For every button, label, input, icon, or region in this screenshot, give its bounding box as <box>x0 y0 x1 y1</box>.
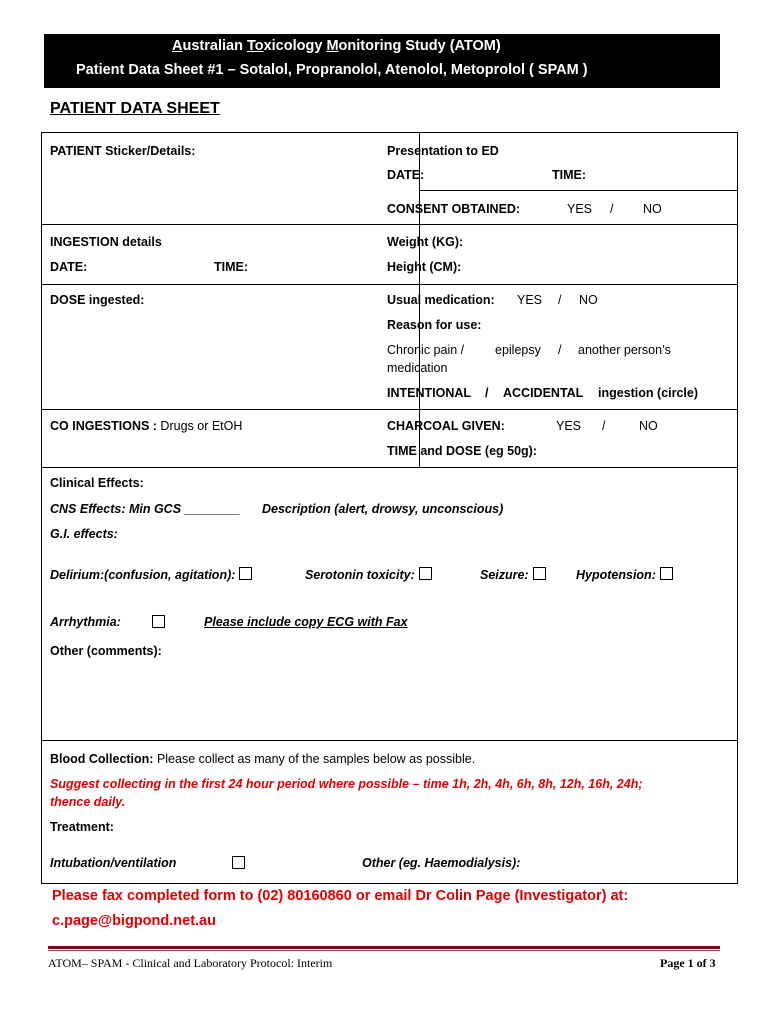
ingestion-date-label: DATE: <box>50 260 88 274</box>
presentation-time-label: TIME: <box>552 168 587 182</box>
blood-suggestion-line2: thence daily. <box>50 795 126 809</box>
intent-slash: / <box>485 386 489 400</box>
reason-slash: / <box>558 343 562 357</box>
arrhythmia-label: Arrhythmia: <box>50 615 121 629</box>
reason-another-person[interactable]: another person’s <box>578 343 671 357</box>
consent-slash: / <box>610 202 614 216</box>
consent-no[interactable]: NO <box>643 202 662 216</box>
reason-chronic-pain[interactable]: Chronic pain / <box>387 343 465 357</box>
cns-description-label: Description (alert, drowsy, unconscious) <box>262 502 504 516</box>
footer-rule <box>48 946 720 949</box>
weight-label: Weight (KG): <box>387 235 464 249</box>
time-dose-label: TIME and DOSE (eg 50g): <box>387 444 538 458</box>
charcoal-no[interactable]: NO <box>639 419 658 433</box>
seizure-checkbox[interactable] <box>533 567 546 580</box>
footer-page-number: Page 1 of 3 <box>660 956 716 970</box>
usual-medication-yes[interactable]: YES <box>517 293 543 307</box>
other-comments-label: Other (comments): <box>50 644 162 658</box>
serotonin-item: Serotonin toxicity: <box>305 568 432 582</box>
consent-label: CONSENT OBTAINED: <box>387 202 521 216</box>
other-treatment-label: Other (eg. Haemodialysis): <box>362 856 521 870</box>
hypotension-item: Hypotension: <box>576 568 673 582</box>
blood-collection-label: Blood Collection: Please collect as many of the samples below as possible. <box>50 752 476 766</box>
consent-yes[interactable]: YES <box>567 202 593 216</box>
banner-study-title: Australian Toxicology Monitoring Study (ATOM) <box>172 38 501 54</box>
ingestion-time-label: TIME: <box>214 260 249 274</box>
page-title: PATIENT DATA SHEET <box>50 100 220 117</box>
reason-label: Reason for use: <box>387 318 482 332</box>
presentation-date-label: DATE: <box>387 168 425 182</box>
row-divider <box>42 224 737 225</box>
co-ingestions-label: CO INGESTIONS : Drugs or EtOH <box>50 419 243 433</box>
intubation-checkbox[interactable] <box>232 856 245 869</box>
charcoal-slash: / <box>602 419 606 433</box>
usual-medication-label: Usual medication: <box>387 293 495 307</box>
charcoal-label: CHARCOAL GIVEN: <box>387 419 505 433</box>
arrhythmia-checkbox[interactable] <box>152 615 165 628</box>
banner-sheet-title: Patient Data Sheet #1 – Sotalol, Propranolol, Atenolol, Metoprolol ( SPAM ) <box>76 62 588 78</box>
row-divider <box>42 740 737 741</box>
row-divider <box>42 467 737 468</box>
ecg-instruction: Please include copy ECG with Fax <box>204 615 408 629</box>
accidental-option[interactable]: ACCIDENTAL <box>503 386 584 400</box>
header-banner <box>44 34 720 88</box>
presentation-label: Presentation to ED <box>387 144 499 158</box>
row-divider <box>419 190 737 191</box>
usual-medication-no[interactable]: NO <box>579 293 598 307</box>
patient-details-label: PATIENT Sticker/Details: <box>50 144 196 158</box>
dose-label: DOSE ingested: <box>50 293 145 307</box>
footer-rule-thin <box>48 950 720 951</box>
height-label: Height (CM): <box>387 260 462 274</box>
data-sheet-form <box>41 132 738 884</box>
delirium-item: Delirium:(confusion, agitation): <box>50 568 252 582</box>
intentional-option[interactable]: INTENTIONAL <box>387 386 472 400</box>
row-divider <box>42 409 737 410</box>
ingestion-label: INGESTION details <box>50 235 162 249</box>
blood-suggestion-line1: Suggest collecting in the first 24 hour period where possible – time 1h, 2h, 4h, 6h, 8h, 12h, 16h, 24h; <box>50 777 643 791</box>
contact-email[interactable]: c.page@bigpond.net.au <box>52 913 216 929</box>
hypotension-checkbox[interactable] <box>660 567 673 580</box>
intubation-label: Intubation/ventilation <box>50 856 177 870</box>
clinical-effects-title: Clinical Effects: <box>50 476 144 490</box>
reason-epilepsy[interactable]: epilepsy <box>495 343 541 357</box>
delirium-checkbox[interactable] <box>239 567 252 580</box>
serotonin-checkbox[interactable] <box>419 567 432 580</box>
charcoal-yes[interactable]: YES <box>556 419 582 433</box>
gi-effects-label: G.I. effects: <box>50 527 118 541</box>
fax-instruction: Please fax completed form to (02) 80160860 or email Dr Colin Page (Investigator) at: <box>52 888 629 904</box>
footer-protocol: ATOM– SPAM - Clinical and Laboratory Protocol: Interim <box>48 956 333 970</box>
row-divider <box>42 284 737 285</box>
cns-effects-label: CNS Effects: Min GCS ________ <box>50 502 241 516</box>
usual-medication-slash: / <box>558 293 562 307</box>
ingestion-circle-label: ingestion (circle) <box>598 386 699 400</box>
seizure-item: Seizure: <box>480 568 546 582</box>
reason-medication: medication <box>387 361 448 375</box>
treatment-label: Treatment: <box>50 820 114 834</box>
